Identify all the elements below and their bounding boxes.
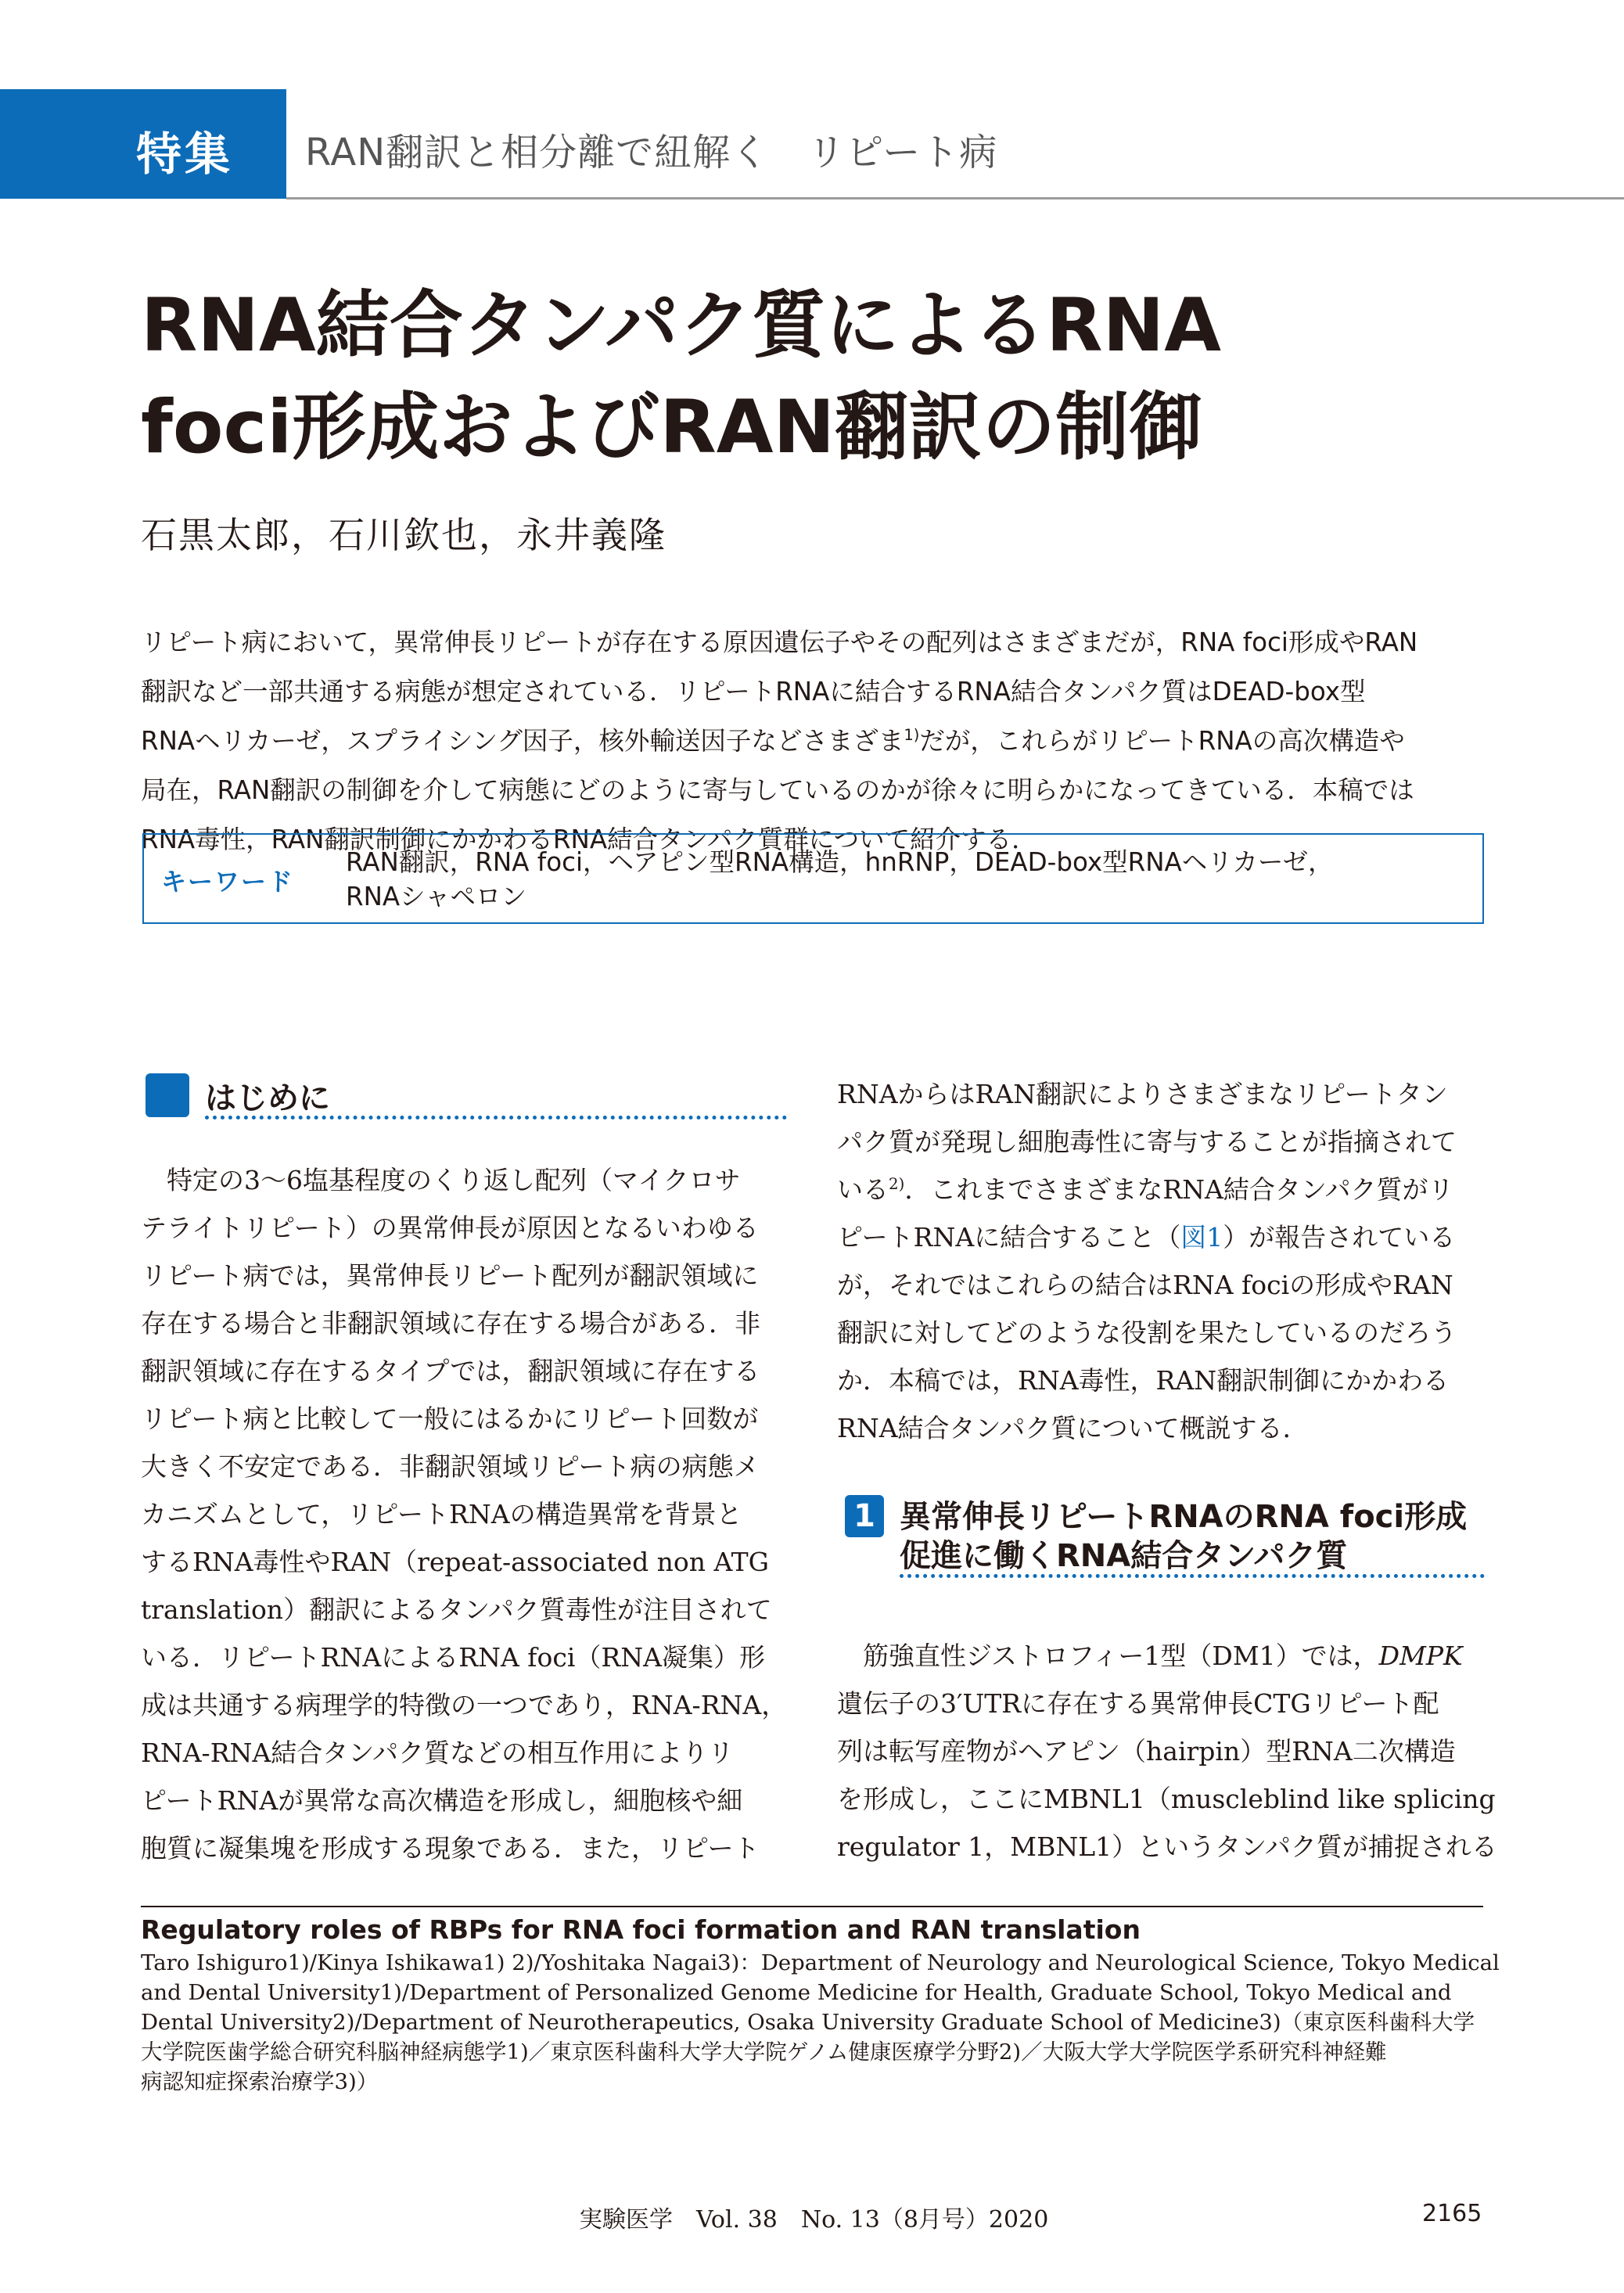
body-line: 大きく不安定である．非翻訳領域リピート病の病態メ bbox=[141, 1451, 760, 1482]
journal-citation: 実験医学 Vol. 38 No. 13（8月号）2020 bbox=[579, 2206, 1049, 2234]
keyword-label: キーワード bbox=[161, 867, 295, 897]
abstract-line: RNAヘリカーゼ，スプライシング因子，核外輸送因子などさまざま$^{1)}$だが，これらがリピートRNAの高次構造や bbox=[141, 726, 1405, 756]
abstract-line: 翻訳など一部共通する病態が想定されている．リピートRNAに結合するRNA結合タンパク質はDEAD-box型 bbox=[141, 677, 1366, 706]
affiliation-line: 大学院医歯学総合研究科脳神経病態学1)／東京医科歯科大学大学院ゲノム健康医療学分野2)／大阪大学大学院医学系研究科神経難 bbox=[141, 2040, 1387, 2065]
body-line: translation）翻訳によるタンパク質毒性が注目されて bbox=[141, 1594, 772, 1625]
body-line: regulator 1，MBNL1）というタンパク質が捕捉される bbox=[837, 1831, 1497, 1862]
body-line: 成は共通する病理学的特徴の一つであり，RNA-RNA， bbox=[141, 1690, 788, 1720]
keyword-line: RAN翻訳，RNA foci，ヘアピン型RNA構造，hnRNP，DEAD-box型RNAヘリカーゼ， bbox=[346, 847, 1334, 877]
abstract-line: RNA毒性，RAN翻訳制御にかかわるRNA結合タンパク質群について紹介する． bbox=[141, 825, 1037, 854]
feature-label: 特集 bbox=[136, 128, 234, 181]
affiliation-line: 病認知症探索治療学3)） bbox=[141, 2069, 379, 2094]
body-line: 翻訳に対してどのような役割を果たしているのだろう bbox=[837, 1317, 1457, 1348]
body-line: か．本稿では，RNA毒性，RAN翻訳制御にかかわる bbox=[837, 1365, 1450, 1396]
series-title: RAN翻訳と相分離で紐解く リピート病 bbox=[305, 131, 998, 174]
figure-1-link[interactable]: 図1 bbox=[1180, 1222, 1223, 1253]
body-line: RNA結合タンパク質について概説する． bbox=[837, 1413, 1309, 1443]
section-1-title-line-2: 促進に働くRNA結合タンパク質 bbox=[900, 1538, 1348, 1574]
section-number-badge: 1 bbox=[845, 1495, 884, 1537]
section-1-title-line-1: 異常伸長リピートRNAのRNA foci形成 bbox=[900, 1499, 1468, 1535]
right-column-body-bottom bbox=[837, 1632, 1497, 1871]
body-line: リピート病では，異常伸長リピート配列が翻訳領域に bbox=[141, 1260, 759, 1291]
body-line: 遺伝子の3′UTRに存在する異常伸長CTGリピート配 bbox=[837, 1688, 1439, 1719]
affiliation-line: Dental University2)/Department of Neurotherapeutics, Osaka University Graduate School of Medicine3)（東京医科歯科大学 bbox=[141, 2010, 1475, 2035]
citation-ref: 2) bbox=[889, 1175, 905, 1193]
body-line: 翻訳領域に存在するタイプでは，翻訳領域に存在する bbox=[141, 1356, 760, 1386]
gene-name: DMPK bbox=[1378, 1641, 1463, 1671]
body-line: いる．リピートRNAによるRNA foci（RNA凝集）形 bbox=[141, 1642, 765, 1673]
body-line: 筋強直性ジストロフィー1型（DM1）では，DMPK bbox=[837, 1641, 1463, 1671]
section-marker-icon bbox=[146, 1073, 189, 1117]
body-line: いる$^{2)}$．これまでさまざまなRNA結合タンパク質がリ bbox=[837, 1174, 1454, 1205]
body-line: 列は転写産物がヘアピン（hairpin）型RNA二次構造 bbox=[837, 1736, 1456, 1766]
keyword-line: RNAシャペロン bbox=[346, 882, 526, 911]
abstract-line: 局在，RAN翻訳の制御を介して病態にどのように寄与しているのかが徐々に明らかになってきている．本稿では bbox=[141, 775, 1414, 805]
body-line: が，それではこれらの結合はRNA fociの形成やRAN bbox=[837, 1270, 1453, 1300]
section-title-intro: はじめに bbox=[205, 1080, 330, 1116]
right-column-body-top bbox=[837, 1070, 1457, 1452]
page-number: 2165 bbox=[1422, 2200, 1482, 2227]
author-affiliations bbox=[141, 1948, 1500, 2097]
article-title bbox=[141, 275, 1604, 479]
english-title: Regulatory roles of RBPs for RNA foci formation and RAN translation bbox=[141, 1914, 1141, 1945]
body-line: 胞質に凝集塊を形成する現象である．また，リピート bbox=[141, 1833, 760, 1864]
body-line: ピートRNAが異常な高次構造を形成し，細胞核や細 bbox=[141, 1785, 743, 1816]
abstract bbox=[141, 618, 1482, 864]
left-column-body bbox=[141, 1156, 787, 1872]
title-line-2: foci形成およびRAN翻訳の制御 bbox=[141, 385, 1203, 470]
body-line: パク質が発現し細胞毒性に寄与することが指摘されて bbox=[837, 1127, 1457, 1157]
footer-rule bbox=[141, 1906, 1483, 1907]
abstract-line: リピート病において，異常伸長リピートが存在する原因遺伝子やその配列はさまざまだが，RNA foci形成やRAN bbox=[141, 627, 1418, 657]
body-line: 特定の3〜6塩基程度のくり返し配列（マイクロサ bbox=[141, 1165, 741, 1195]
author-list: 石黒太郎，石川欽也，永井義隆 bbox=[141, 514, 666, 556]
body-line: するRNA毒性やRAN（repeat-associated non ATG bbox=[141, 1547, 769, 1577]
body-line: カニズムとして，リピートRNAの構造異常を背景と bbox=[141, 1499, 742, 1529]
affiliation-line: and Dental University1)/Department of Personalized Genome Medicine for Health, Graduate School, Tokyo Medical and bbox=[141, 1980, 1452, 2005]
body-line: リピート病と比較して一般にはるかにリピート回数が bbox=[141, 1403, 759, 1434]
keyword-list bbox=[346, 845, 1333, 914]
body-line: RNAからはRAN翻訳によりさまざまなリピートタン bbox=[837, 1079, 1448, 1109]
body-line: ピートRNAに結合すること（図1）が報告されている bbox=[837, 1222, 1456, 1253]
header-rule bbox=[286, 197, 1624, 199]
title-line-1: RNA結合タンパク質によるRNA bbox=[141, 283, 1222, 368]
affiliation-line: Taro Ishiguro1)/Kinya Ishikawa1) 2)/Yoshitaka Nagai3)：Department of Neurology and Neurological Science, Tokyo Medical bbox=[141, 1950, 1500, 1975]
body-line: RNA-RNA結合タンパク質などの相互作用によりリ bbox=[141, 1738, 734, 1768]
section-underline bbox=[205, 1116, 787, 1120]
citation-ref: 1) bbox=[904, 726, 920, 745]
body-line: を形成し，ここにMBNL1（muscleblind like splicing bbox=[837, 1784, 1496, 1814]
body-line: 存在する場合と非翻訳領域に存在する場合がある．非 bbox=[141, 1308, 760, 1339]
body-line: テライトリピート）の異常伸長が原因となるいわゆる bbox=[141, 1213, 759, 1243]
section-underline bbox=[900, 1574, 1485, 1578]
